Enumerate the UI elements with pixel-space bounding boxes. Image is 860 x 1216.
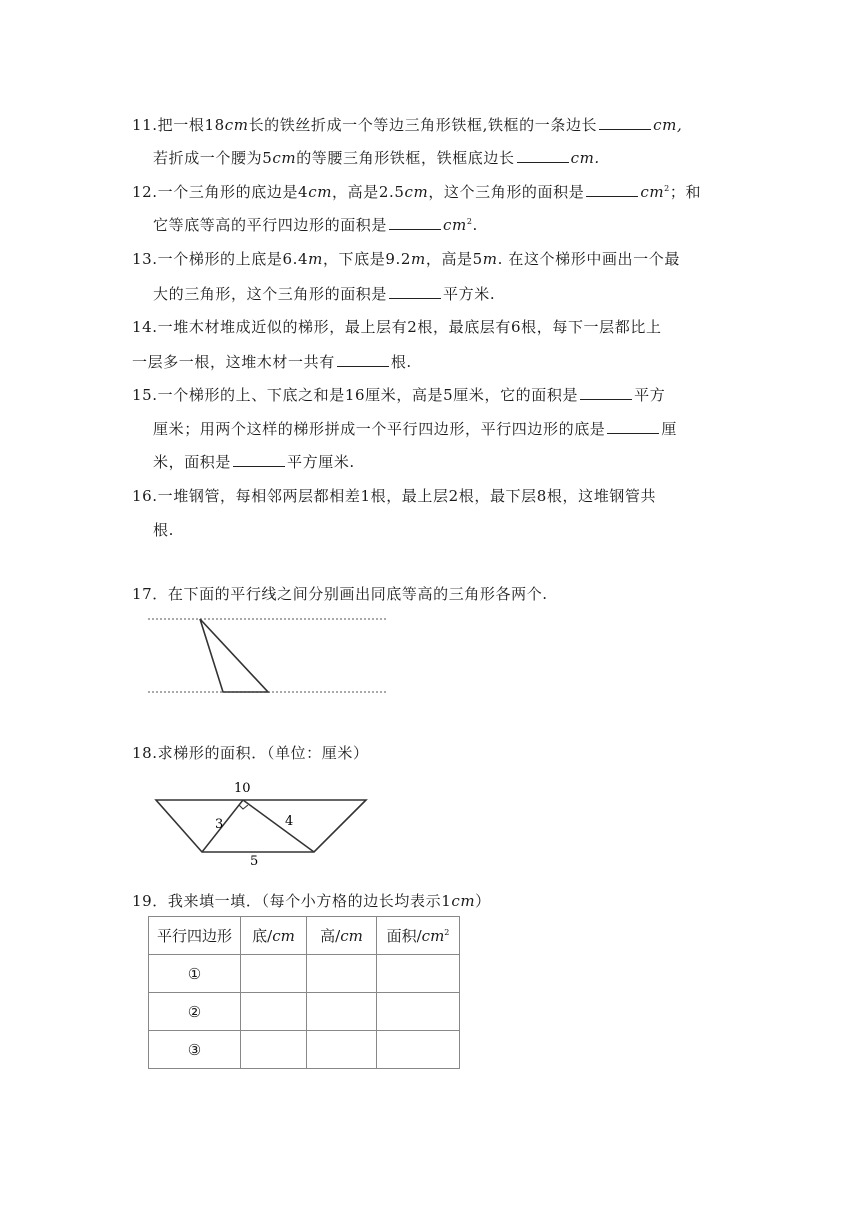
answer-blank[interactable] <box>586 182 638 197</box>
text: 13.一个梯形的上底是6.4 <box>132 250 309 268</box>
triangle-side-4 <box>243 800 314 852</box>
answer-cell[interactable] <box>241 1031 307 1069</box>
text: 大的三角形，这个三角形的面积是 <box>153 285 388 303</box>
unit: cm, <box>653 116 683 134</box>
q12-line1 <box>132 181 732 202</box>
unit: cm <box>443 216 467 234</box>
q16-line2: 根. <box>153 521 174 539</box>
answer-cell[interactable] <box>241 993 307 1031</box>
text: ，高是5 <box>425 250 483 268</box>
header-cell: 面积$/cm^2$ <box>377 917 460 955</box>
text: 根. <box>390 353 412 371</box>
text: 它等底等高的平行四边形的面积是 <box>153 216 388 234</box>
text: 11.把一根18 <box>132 116 225 134</box>
text: ；和 <box>669 183 702 201</box>
answer-cell[interactable] <box>377 993 460 1031</box>
text: 的等腰三角形铁框，铁框底边长 <box>296 149 515 167</box>
unit: m <box>308 250 323 268</box>
text: ） <box>475 892 491 910</box>
answer-blank[interactable] <box>233 452 285 467</box>
answer-blank[interactable] <box>337 352 389 367</box>
trapezoid-figure <box>152 776 372 866</box>
label-left: 3 <box>215 817 224 832</box>
text: ，高是2.5 <box>332 183 405 201</box>
text: ，下底是9.2 <box>322 250 412 268</box>
unit: cm <box>272 149 297 167</box>
answer-cell[interactable] <box>307 1031 377 1069</box>
label-top: 10 <box>234 781 251 796</box>
answer-blank[interactable] <box>607 419 659 434</box>
text: ，这个三角形的面积是 <box>428 183 585 201</box>
answer-blank[interactable] <box>599 115 651 130</box>
text: 若折成一个腰为5 <box>153 149 273 167</box>
answer-cell[interactable] <box>241 955 307 993</box>
row-label: ② <box>149 993 241 1031</box>
text: 厘 <box>661 420 678 438</box>
header-cell: 底/cm <box>241 917 307 955</box>
text: 15.一个梯形的上、下底之和是16厘米，高是5厘米，它的面积是 <box>132 386 579 404</box>
q16-line1: 16.一堆钢管，每相邻两层都相差1根，最上层2根，最下层8根，这堆钢管共 <box>132 487 657 505</box>
superscript: 2 <box>466 217 473 226</box>
table-row <box>149 955 460 993</box>
text: 19．我来填一填．（每个小方格的边长均表示1 <box>132 892 452 910</box>
text: 平方 <box>634 386 666 404</box>
text: 长的铁丝折成一个等边三角形铁框,铁框的一条边长 <box>248 116 598 134</box>
text: . 在这个梯形中画出一个最 <box>497 250 680 268</box>
unit: cm <box>451 892 476 910</box>
answer-blank[interactable] <box>517 148 569 163</box>
q13-line2 <box>153 283 753 304</box>
unit: cm <box>308 183 333 201</box>
unit: cm <box>404 183 429 201</box>
text: . <box>472 216 478 234</box>
q15-line2 <box>153 418 753 439</box>
q14-line1: 14.一堆木材堆成近似的梯形，最上层有2根，最底层有6根，每下一层都比上 <box>132 318 662 336</box>
q11-line2 <box>153 147 753 168</box>
text: 平方米. <box>443 285 496 303</box>
q14-line2 <box>132 351 732 372</box>
q19-prompt <box>132 890 732 911</box>
superscript: 2 <box>664 184 670 193</box>
header-cell: 平行四边形 <box>149 917 241 955</box>
text: 一层多一根，这堆木材一共有 <box>132 353 335 371</box>
table-row <box>149 993 460 1031</box>
answer-blank[interactable] <box>389 284 441 299</box>
answer-blank[interactable] <box>389 215 441 230</box>
unit: m <box>411 250 426 268</box>
table-row <box>149 1031 460 1069</box>
q11-line1 <box>132 114 732 135</box>
parallelogram-table <box>148 916 460 1069</box>
label-right: 4 <box>285 814 294 829</box>
text: 12.一个三角形的底边是4 <box>132 183 309 201</box>
q18-prompt: 18.求梯形的面积．（单位：厘米） <box>132 744 369 762</box>
q13-line1 <box>132 248 732 269</box>
q15-line1 <box>132 384 732 405</box>
header-cell: 高/cm <box>307 917 377 955</box>
q12-line2 <box>153 214 753 235</box>
answer-cell[interactable] <box>307 955 377 993</box>
table-header-row <box>149 917 460 955</box>
text: 厘米；用两个这样的梯形拼成一个平行四边形，平行四边形的底是 <box>153 420 606 438</box>
parallel-lines-figure <box>148 614 390 700</box>
sample-triangle <box>200 619 268 692</box>
row-label: ③ <box>149 1031 241 1069</box>
label-bottom: 5 <box>250 854 259 866</box>
text: 平方厘米. <box>287 453 355 471</box>
q17-prompt: 17．在下面的平行线之间分别画出同底等高的三角形各两个. <box>132 585 548 603</box>
unit: cm. <box>570 149 600 167</box>
unit: m <box>482 250 498 268</box>
unit: cm <box>224 116 249 134</box>
answer-cell[interactable] <box>377 955 460 993</box>
row-label: ① <box>149 955 241 993</box>
unit: cm <box>640 183 665 201</box>
text: 米，面积是 <box>153 453 232 471</box>
answer-blank[interactable] <box>580 385 632 400</box>
answer-cell[interactable] <box>377 1031 460 1069</box>
right-angle-mark <box>239 805 248 809</box>
answer-cell[interactable] <box>307 993 377 1031</box>
trapezoid <box>156 800 366 852</box>
q15-line3 <box>153 451 753 472</box>
